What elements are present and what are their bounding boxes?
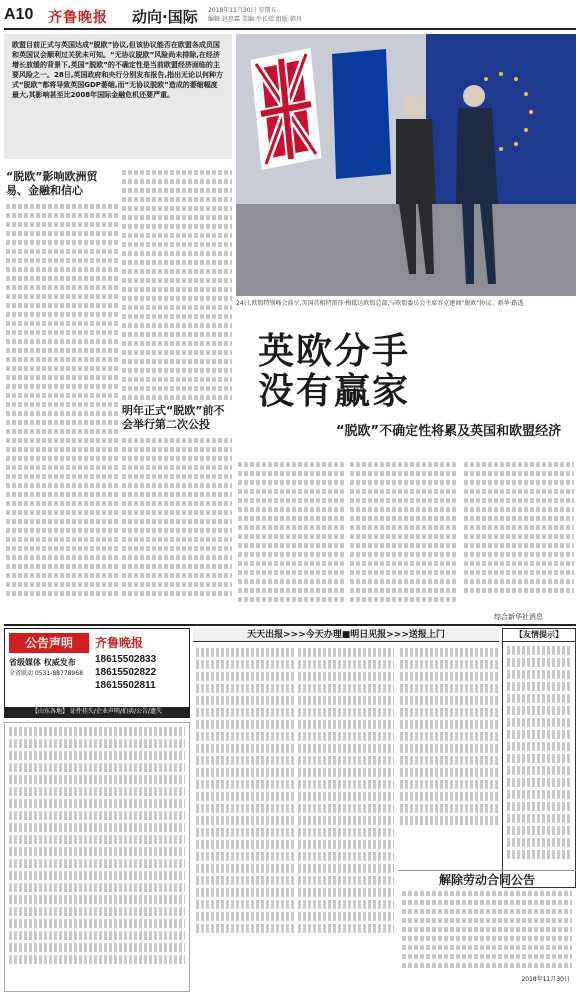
section-divider	[4, 624, 576, 626]
reminder-title: 【友情提示】	[503, 629, 575, 642]
phone-2: 18615502822	[95, 667, 157, 678]
section-title: 动向·国际	[132, 8, 198, 26]
classified-listings-col1	[196, 648, 294, 990]
friendly-reminder-box	[502, 628, 576, 888]
section1-title: “脱欧”影响欧洲贸易、金融和信心	[6, 170, 98, 197]
body-column-3	[238, 462, 344, 606]
termination-title: 解除劳动合同公告	[438, 873, 535, 887]
issue-date: 2018年11月30日 星期五	[208, 7, 277, 14]
news-photo	[236, 34, 576, 296]
notice-phones	[95, 653, 156, 692]
lead-paragraph	[4, 34, 232, 154]
lead-text: 欧盟目前正式与英国达成“脱欧”协议,但该协议能否在欧盟各成员国和英国议会顺利过关犹未可知。“无协议脱欧”风险尚未排除,在经济增长放缓的背景下,英国“脱欧”的不确定性是当前欧盟经济面临的主要风险之一。28日,英国政府和央行分别发布报告,指出无论以何种方式“脱欧”都将导致英国GDP萎缩,而“无协议脱欧”造成的萎缩幅度最大,其影响甚至比2008年国际金融危机还要严重。	[12, 41, 224, 99]
sub-headline: “脱欧”不确定性将累及英国和欧盟经济	[336, 424, 562, 439]
photo-illustration	[236, 34, 576, 296]
termination-notice	[398, 870, 576, 990]
notice-bar: 【山东各地】 证件挂失/企业声明/拍卖/公告/遗失	[5, 707, 189, 717]
ad-brand: 齐鲁晚报	[95, 636, 144, 650]
editor-credits: 编辑:赵思霖 美编:牛长靖 组版:韩舟	[208, 16, 302, 23]
body-column-2b	[122, 438, 232, 600]
notice-slogan: 省级媒体 权威发布 全省联动 0531-88778968	[9, 658, 83, 677]
notice-label: 公告声明	[9, 633, 89, 653]
news-credit: 综合新华社消息	[494, 613, 543, 621]
page-header	[4, 4, 576, 30]
phone-3: 18615502811	[95, 680, 156, 691]
headline-line2: 没有赢家	[258, 371, 411, 412]
photo-caption: 24日,欧盟特别峰会前夕,英国首相特雷莎·梅抵达欧盟总部,与欧盟委员会主席容克建商“脱欧”协议。新华·路透	[236, 300, 524, 307]
body-column-2	[122, 170, 232, 404]
classified-listings-left	[4, 722, 190, 992]
body-column-4	[350, 462, 458, 606]
main-headline	[258, 332, 410, 412]
classified-listings-col2	[298, 648, 394, 990]
phone-1: 18615502833	[95, 654, 157, 665]
body-column-1	[6, 204, 118, 600]
daily-service-bar: 天天出报>>>今天办理■明日见报>>>送报上门	[193, 628, 499, 642]
headline-line1: 英欧分手	[258, 331, 411, 372]
classified-listings-col3	[400, 648, 498, 866]
termination-date: 2018年11月30日	[521, 976, 570, 983]
section2-title: 明年正式“脱欧”前不会举行第二次公投	[122, 404, 225, 431]
body-column-5	[464, 462, 574, 597]
masthead-logo: 齐鲁晚报	[48, 10, 108, 26]
notice-advert	[4, 628, 190, 718]
header-meta	[208, 6, 302, 24]
page-number: A10	[4, 6, 34, 23]
